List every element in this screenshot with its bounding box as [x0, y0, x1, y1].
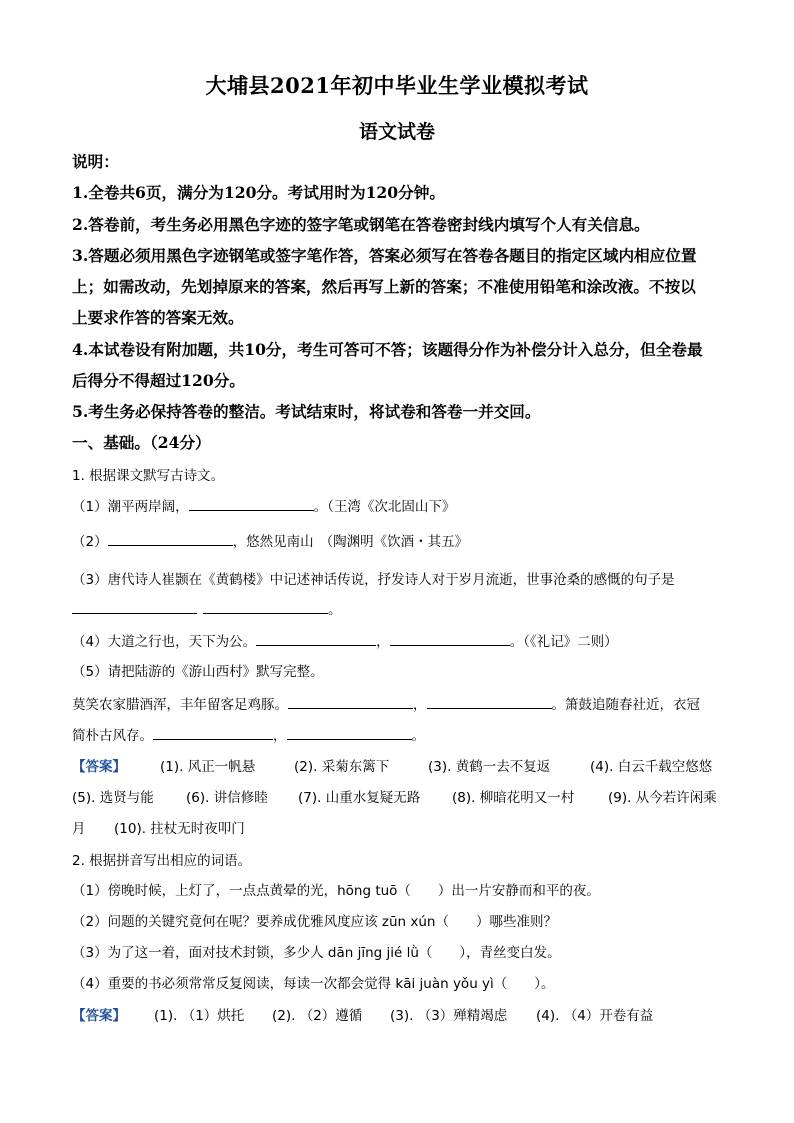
- question-part: （2）问题的关键究竟何在呢？要养成优雅风度应该 zūn xún（ ）哪些准则？: [72, 914, 557, 930]
- answer-item: (3). 黄鹤一去不复返: [428, 759, 551, 775]
- answer-item: (1). 风正一帆悬: [160, 759, 256, 775]
- part-text: ，: [273, 728, 287, 744]
- answer-item: (6). 讲信修睦: [186, 790, 268, 806]
- question-part: （5）请把陆游的《游山西村》默写完整。: [72, 664, 324, 680]
- instruction-line: 1.全卷共6页，满分为120分。考试用时为120分钟。: [72, 183, 445, 202]
- instruction-line: 5.考生务必保持答卷的整洁。考试结束时，将试卷和答卷一并交回。: [72, 402, 541, 421]
- part-text: 。（王湾《次北固山下》: [313, 499, 456, 515]
- section-heading: 一、基础。（24分）: [72, 433, 211, 452]
- part-text: 。: [411, 728, 425, 744]
- answer-blank: [72, 599, 197, 614]
- question-stem: 1. 根据课文默写古诗文。: [72, 468, 225, 484]
- answer-blank: [153, 725, 273, 740]
- question-part: [72, 598, 342, 618]
- instruction-line: 上要求作答的答案无效。: [72, 308, 244, 327]
- question-part: [72, 724, 425, 744]
- part-text: （4）大道之行也，天下为公。: [72, 634, 257, 650]
- exam-subtitle: 语文试卷: [358, 121, 435, 143]
- instruction-line: 4.本试卷设有附加题，共10分，考生可答可不答；该题得分作为补偿分计入总分，但全卷最: [72, 340, 703, 359]
- answer-item: (10). 拄杖无时夜叩门: [114, 821, 245, 837]
- answer-blank: [256, 631, 376, 646]
- instruction-line: 3.答题必须用黑色字迹钢笔或签字笔作答，答案必须写在答卷各题目的指定区域内相应位置: [72, 246, 697, 265]
- answer-blank: [203, 599, 328, 614]
- question-stem: 2. 根据拼音写出相应的词语。: [72, 853, 252, 869]
- answer-item: (5). 选贤与能: [72, 790, 154, 806]
- answer-item: (2). （2）遵循: [272, 1008, 363, 1024]
- instruction-line: 2.答卷前，考生务必用黑色字迹的签字笔或钢笔在答卷密封线内填写个人有关信息。: [72, 215, 650, 234]
- question-part: [72, 630, 618, 650]
- part-text: （1）潮平两岸阔，: [72, 499, 189, 515]
- answer-item: (3). （3）殚精竭虑: [390, 1008, 508, 1024]
- exam-title: 大埔县2021年初中毕业生学业模拟考试: [205, 73, 589, 98]
- question-part: （4）重要的书必须常常反复阅读，每读一次都会觉得 kāi juàn yǒu yì（ ）。: [72, 976, 555, 992]
- question-part: （1）傍晚时候，上灯了，一点点黄晕的光，hōng tuō（ ）出一片安静而和平的夜。: [72, 883, 600, 899]
- answer-blank: [108, 531, 233, 546]
- part-text: 简朴古风存。: [72, 728, 153, 744]
- answer-blank: [390, 631, 510, 646]
- part-text: ，: [413, 697, 427, 713]
- answer-item: (2). 采菊东篱下: [294, 759, 390, 775]
- part-text: ，: [376, 634, 390, 650]
- instruction-line: 上；如需改动，先划掉原来的答案，然后再写上新的答案；不准使用铅笔和涂改液。不按以: [72, 277, 696, 296]
- question-part: （3）为了这一着，面对技术封锁，多少人 dān jīng jié lǜ（ ），青丝变白发。: [72, 945, 561, 961]
- answer-item: (4). 白云千载空悠悠: [590, 759, 713, 775]
- answer-item: (1). （1）烘托: [154, 1008, 245, 1024]
- answer-blank: [189, 496, 314, 511]
- answer-item: (7). 山重水复疑无路: [298, 790, 421, 806]
- part-text: （陶渊明《饮酒・其五》: [319, 534, 469, 550]
- part-text: 。箫鼓追随春社近，衣冠: [551, 697, 700, 713]
- part-text: （2）: [72, 534, 108, 550]
- question-part: （3）唐代诗人崔颢在《黄鹤楼》中记述神话传说，抒发诗人对于岁月流逝，世事沧桑的感慨的句子是: [72, 572, 675, 588]
- answer-tag: 【答案】: [72, 759, 126, 775]
- answer-item: (4). （4）开卷有益: [536, 1008, 654, 1024]
- instruction-line: 后得分不得超过120分。: [72, 371, 245, 390]
- answer-blank: [427, 694, 552, 709]
- part-text: 。（《礼记》二则）: [509, 634, 618, 650]
- answer-blank: [287, 725, 412, 740]
- question-part: [72, 530, 468, 550]
- instructions-heading: 说明：: [72, 152, 119, 171]
- answer-tag: 【答案】: [72, 1008, 126, 1024]
- part-text: ，悠然见南山: [232, 534, 314, 550]
- question-part: [72, 693, 700, 713]
- answer-item: (8). 柳暗花明又一村: [452, 790, 575, 806]
- part-text: 莫笑农家腊酒浑，丰年留客足鸡豚。: [72, 697, 288, 713]
- answer-item: (9). 从今若许闲乘: [608, 790, 717, 806]
- question-part: [72, 495, 455, 515]
- answer-blank: [288, 694, 413, 709]
- answer-item: 月: [72, 821, 86, 837]
- part-text: 。: [328, 602, 342, 618]
